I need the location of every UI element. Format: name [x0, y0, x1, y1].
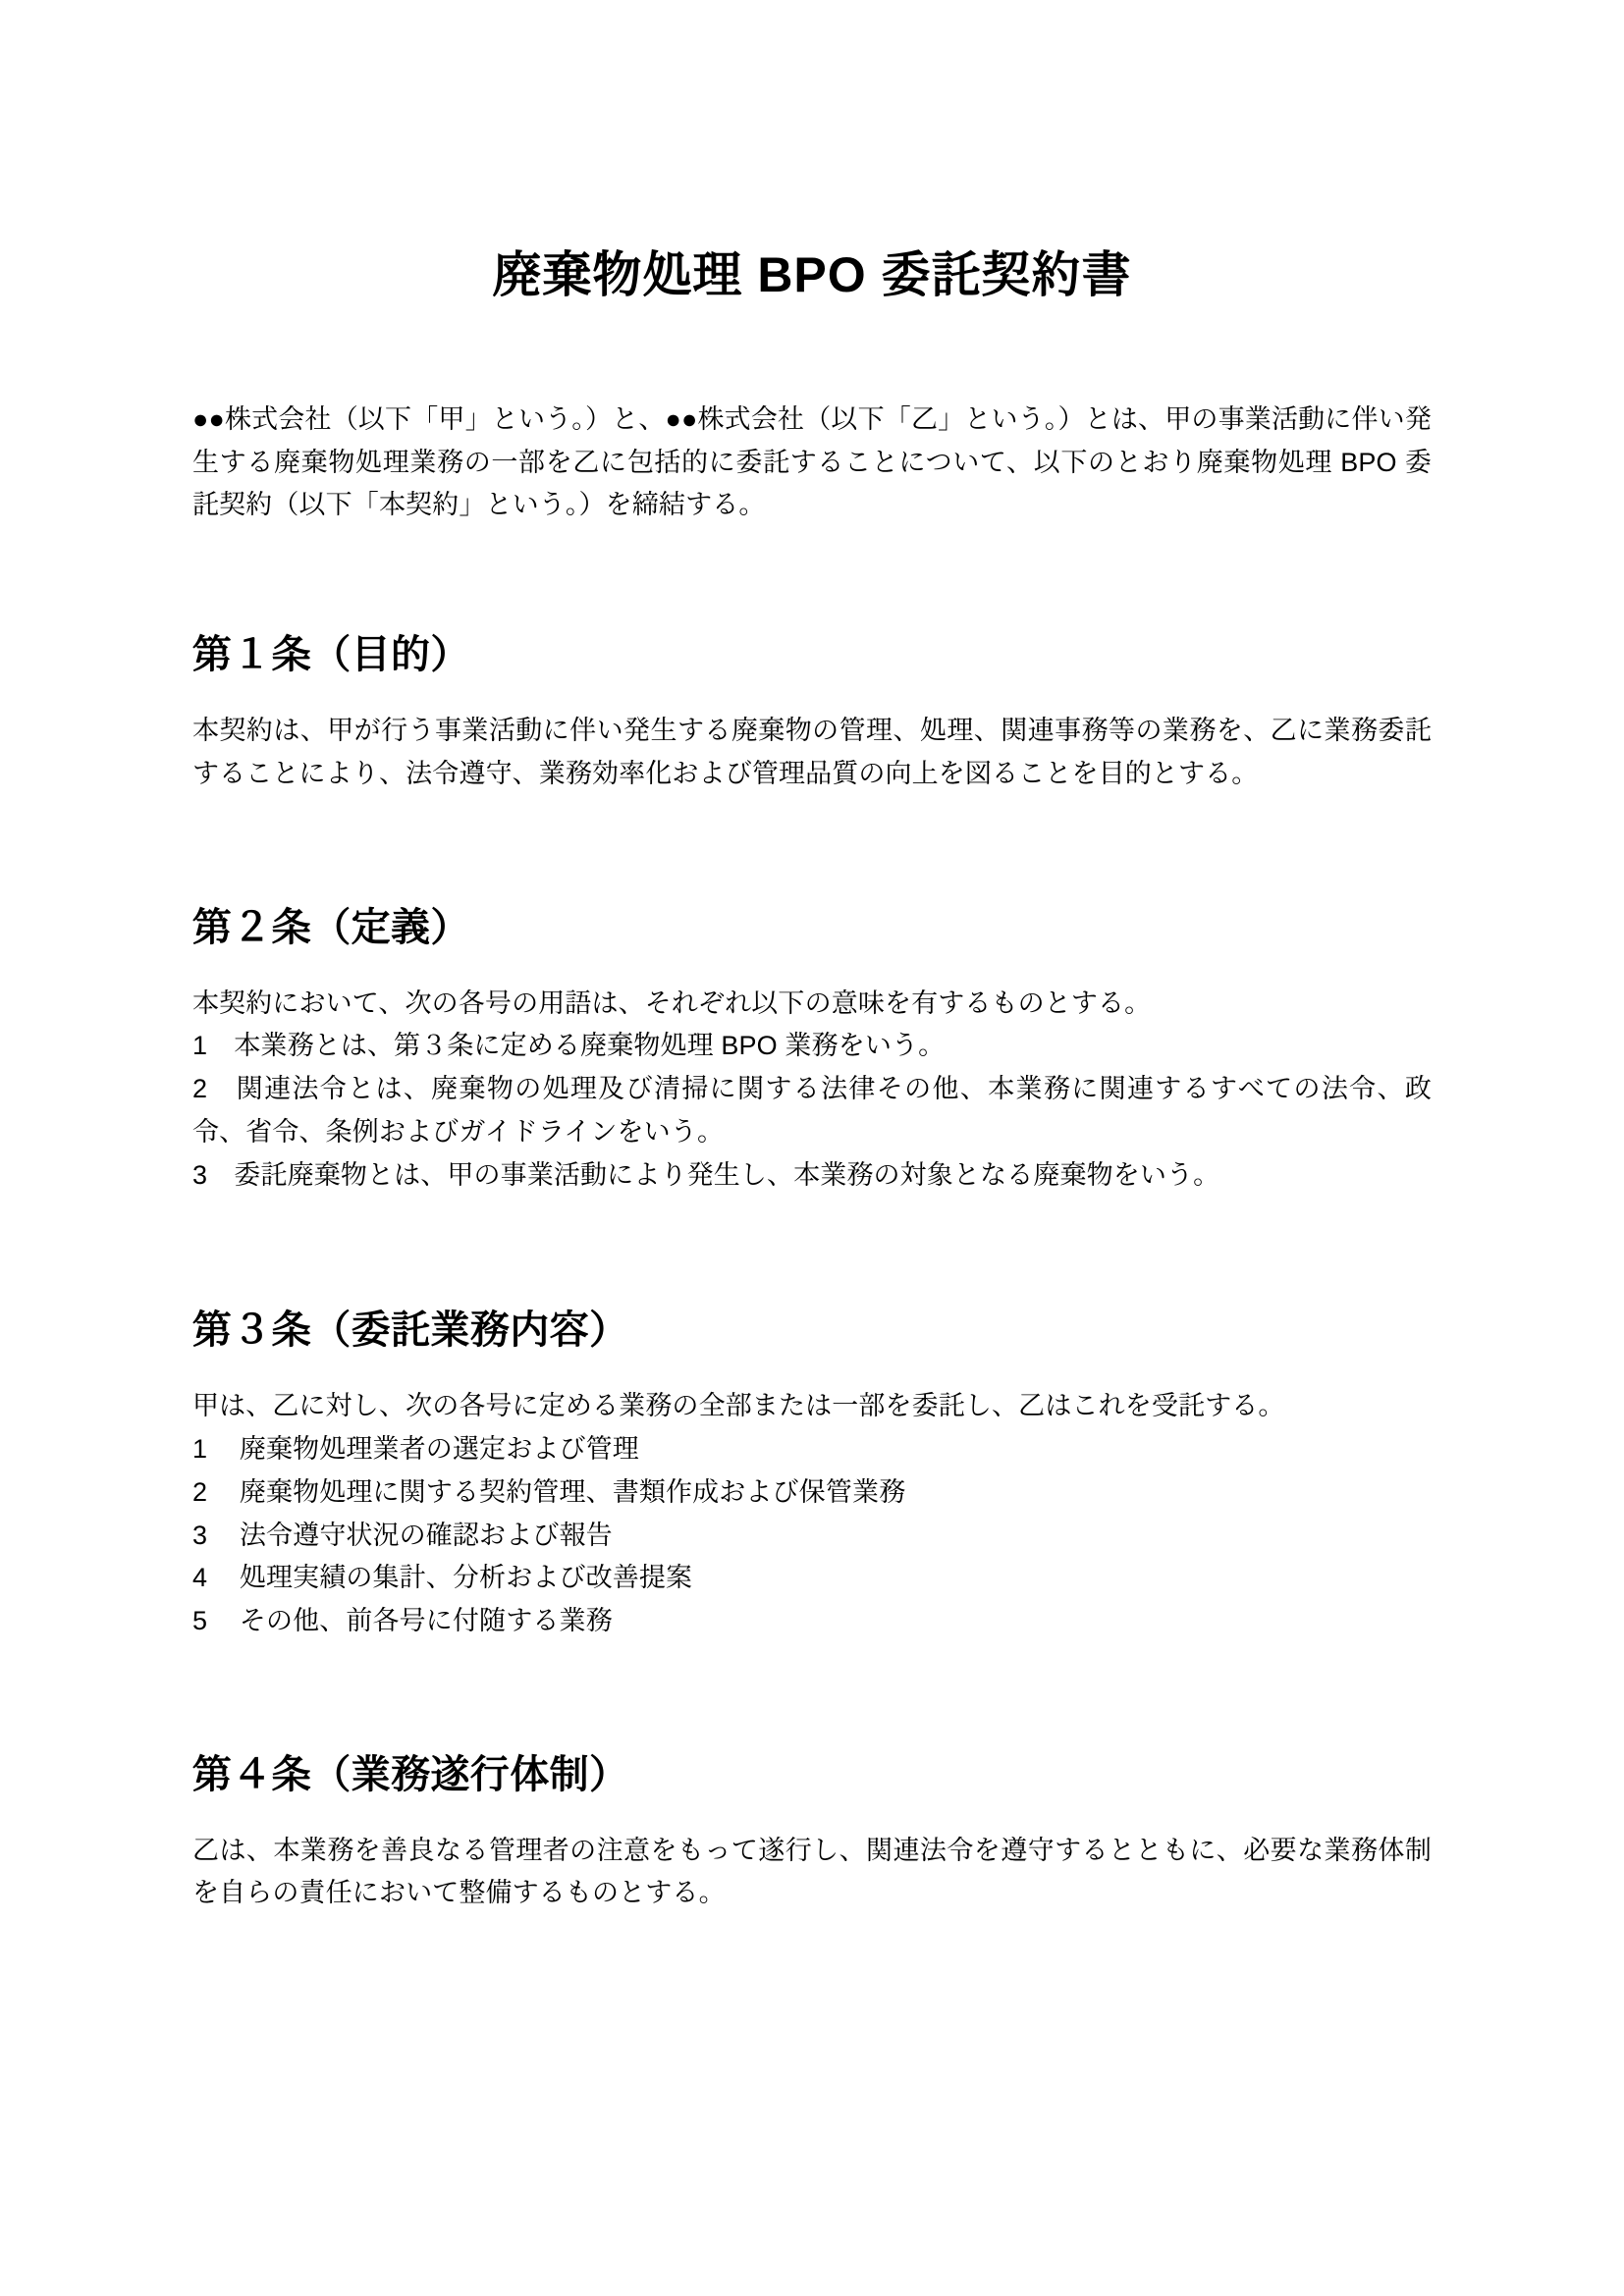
article-item-list-3: [192, 1428, 1432, 1643]
article-heading-2: 第２条（定義）: [192, 905, 470, 949]
article-item: [192, 1068, 1432, 1153]
document-content-column: [192, 0, 1432, 1915]
article-item: [192, 1557, 1432, 1600]
article-section-1: [192, 527, 1432, 795]
article-item-spacer: [207, 1160, 234, 1190]
article-body-2: [192, 953, 1432, 1198]
article-item-text: 廃棄物処理業者の選定および管理: [239, 1434, 639, 1465]
article-body-1: 本契約は、甲が行う事業活動に伴い発生する廃棄物の管理、処理、関連事務等の業務を、乙に業務委託することにより、法令遵守、業務効率化および管理品質の向上を図ることを目的とする。: [192, 716, 1432, 788]
article-item: [192, 1471, 1432, 1515]
article-item: [192, 1428, 1432, 1471]
article-item-text: 委託廃棄物とは、甲の事業活動により発生し、本業務の対象となる廃棄物をいう。: [234, 1159, 1220, 1190]
article-item-spacer: [207, 1606, 240, 1635]
article-heading-4: 第４条（業務遂行体制）: [192, 1752, 629, 1796]
article-item-number: 4: [192, 1563, 208, 1593]
article-item-text: その他、前各号に付随する業務: [239, 1606, 613, 1636]
article-section-2: [192, 796, 1432, 1198]
article-section-3: [192, 1197, 1432, 1642]
article-item: [192, 1154, 1432, 1198]
article-item-text: 処理実績の集計、分析および改善提案: [239, 1563, 693, 1593]
article-item-spacer: [207, 1074, 237, 1103]
article-heading-1: 第１条（目的）: [192, 633, 470, 677]
article-item-spacer: [207, 1031, 234, 1060]
article-item: [192, 1515, 1432, 1558]
article-section-4: [192, 1643, 1432, 1915]
article-body-3: [192, 1356, 1432, 1642]
article-item-text: 法令遵守状況の確認および報告: [239, 1520, 613, 1550]
article-lead-3: 甲は、乙に対し、次の各号に定める業務の全部または一部を委託し、乙はこれを受託する。: [192, 1391, 1285, 1421]
article-item-spacer: [207, 1521, 240, 1550]
article-item-number: 1: [192, 1434, 208, 1465]
article-item-number: 2: [192, 1074, 208, 1104]
article-body-4: 乙は、本業務を善良なる管理者の注意をもって遂行し、関連法令を遵守するとともに、必要な業務体制を自らの責任において整備するものとする。: [192, 1835, 1432, 1908]
article-item-number: 3: [192, 1159, 208, 1190]
article-item-spacer: [207, 1434, 240, 1464]
article-item-number: 5: [192, 1606, 208, 1636]
article-item-number: 1: [192, 1031, 208, 1061]
article-item-number: 2: [192, 1476, 208, 1507]
article-heading-3: 第３条（委託業務内容）: [192, 1308, 629, 1353]
document-title: 廃棄物処理 BPO 委託契約書: [492, 247, 1132, 302]
article-item-text: 廃棄物処理に関する契約管理、書類作成および保管業務: [239, 1476, 906, 1507]
article-item-list-2: [192, 1025, 1432, 1197]
article-item: [192, 1600, 1432, 1643]
article-item-spacer: [207, 1477, 240, 1507]
article-lead-2: 本契約において、次の各号の用語は、それぞれ以下の意味を有するものとする。: [192, 988, 1152, 1018]
article-item-text: 本業務とは、第３条に定める廃棄物処理 BPO 業務をいう。: [234, 1031, 946, 1061]
preamble-paragraph: ●●株式会社（以下「甲」という。）と、●●株式会社（以下「乙」という。）とは、甲の事業活動に伴い発生する廃棄物処理業務の一部を乙に包括的に委託することについて、以下のとおり廃棄物処理 BPO 委託契約（以下「本契約」という。）を締結する。: [192, 404, 1432, 520]
article-item-text: 関連法令とは、廃棄物の処理及び清掃に関する法律その他、本業務に関連するすべての法令、政令、省令、条例およびガイドラインをいう。: [192, 1074, 1433, 1147]
article-item-number: 3: [192, 1520, 208, 1550]
article-item: [192, 1025, 1432, 1068]
article-item-spacer: [207, 1563, 240, 1592]
